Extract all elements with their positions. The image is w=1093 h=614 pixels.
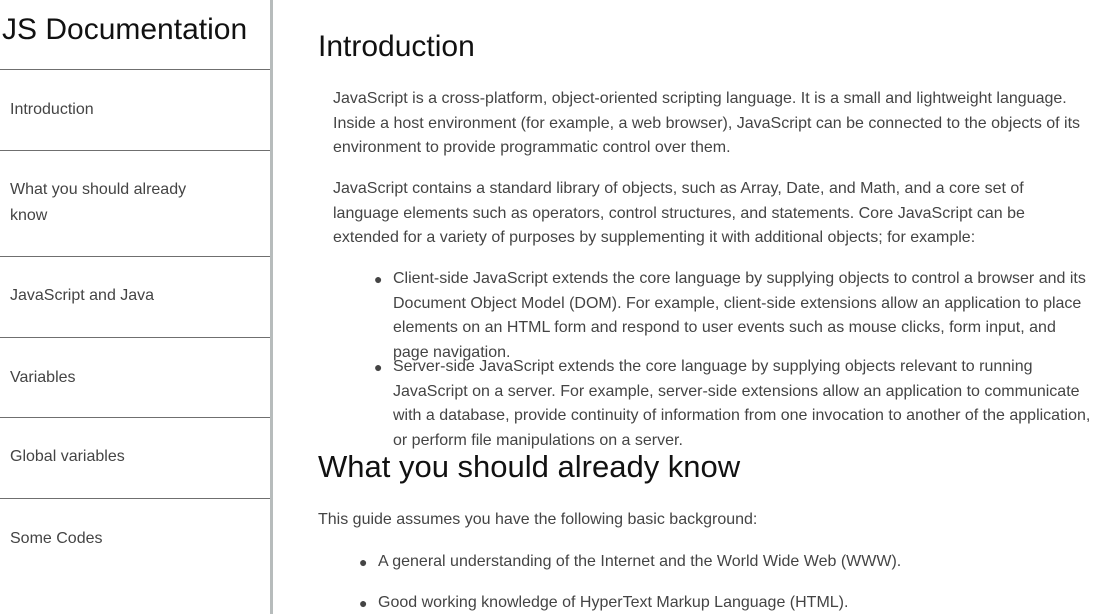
intro-paragraph-1: JavaScript is a cross-platform, object-oriented scripting language. It is a small and lightweight language. Inside a host environment (for example, a web browser), JavaScript can be connected to the objects of its environment to provide programmatic control over them.: [333, 90, 1081, 156]
section-heading-introduction: Introduction: [318, 30, 475, 63]
nav-link-introduction[interactable]: [0, 70, 270, 151]
list-item-text: Client-side JavaScript extends the core language by supplying objects to control a browser and its Document Object Model (DOM). For example, client-side extensions allow an application to place elements on an HTML form and respond to user events such as mouse clicks, form input, and page navigation.: [393, 270, 1086, 361]
nav-link-some-codes[interactable]: [0, 499, 270, 579]
bullet-icon: ●: [359, 595, 368, 611]
list-item-text: A general understanding of the Internet and the World Wide Web (WWW).: [378, 553, 902, 570]
nav-link-label: Global variables: [10, 448, 125, 465]
bullet-icon: ●: [374, 359, 383, 375]
list-item: [374, 355, 1093, 453]
nav-link-global-variables[interactable]: [0, 418, 270, 499]
know-paragraph-1: This guide assumes you have the following basic background:: [318, 511, 758, 528]
nav-link-label: Introduction: [10, 101, 94, 118]
nav-link-label: Variables: [10, 369, 76, 386]
navbar-title: JS Documentation: [0, 0, 270, 70]
section-heading-what-you-should-already-know: What you should already know: [318, 449, 741, 484]
nav-link-label: JavaScript and Java: [10, 287, 155, 304]
intro-paragraph-2: JavaScript contains a standard library of objects, such as Array, Date, and Math, and a core set of language elements such as operators, control structures, and statements. Core JavaScript can be extended for a variety of purposes by supplementing it with additional objects; for example:: [333, 180, 1025, 246]
list-item: [359, 591, 1078, 614]
nav-link-label: Some Codes: [10, 530, 103, 547]
list-item: [359, 550, 1078, 575]
nav-link-variables[interactable]: [0, 338, 270, 418]
bullet-icon: ●: [359, 554, 368, 570]
list-item-text: Good working knowledge of HyperText Markup Language (HTML).: [378, 594, 849, 611]
navbar: [0, 0, 273, 614]
list-item: [374, 267, 1093, 365]
nav-link-what-you-should-already-know[interactable]: [0, 151, 270, 257]
nav-link-javascript-and-java[interactable]: [0, 257, 270, 338]
nav-link-label: What you should already know: [10, 181, 187, 224]
bullet-icon: ●: [374, 271, 383, 287]
list-item-text: Server-side JavaScript extends the core language by supplying objects relevant to running JavaScript on a server. For example, server-side extensions allow an application to communicate with a database, provide continuity of information from one invocation to another of the application, or perform file manipulations on a server.: [393, 358, 1091, 449]
main-doc: [273, 0, 1093, 614]
